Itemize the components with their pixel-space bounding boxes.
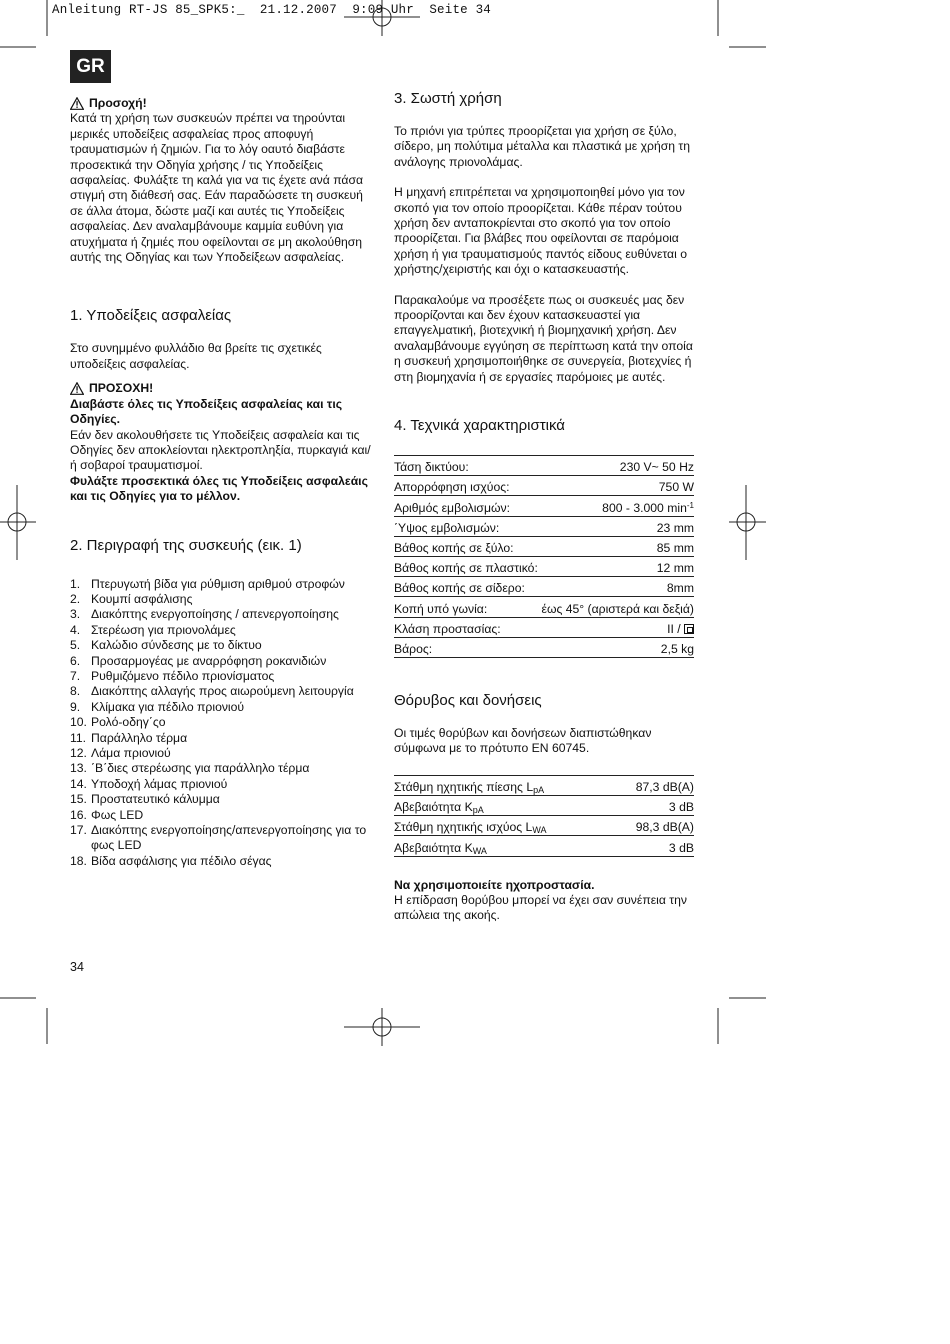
spec-label: Βάθος κοπής σε πλαστικό: xyxy=(394,557,540,577)
spec-row xyxy=(394,557,694,577)
parts-list-text: Προστατευτικό κάλυμμα xyxy=(91,792,220,807)
noise-value: 3 dB xyxy=(611,795,694,815)
warning-triangle-icon xyxy=(70,97,84,110)
noise-value: 98,3 dB(A) xyxy=(611,816,694,836)
language-badge: GR xyxy=(70,50,111,83)
parts-list-number: 6. xyxy=(70,653,81,668)
hearing-protection-text: Η επίδραση θορύβου μπορεί να έχει σαν συνέπεια την απώλεια της ακοής. xyxy=(394,892,687,923)
parts-list-item xyxy=(70,669,375,684)
noise-label-text: Αβεβαιότητα K xyxy=(394,840,473,855)
parts-list-item xyxy=(70,777,375,792)
parts-list-number: 12. xyxy=(70,746,87,760)
parts-list-text: Προσαρμογέας με αναρρόφηση ροκανιδιών xyxy=(91,653,327,668)
spec-row xyxy=(394,536,694,556)
parts-list xyxy=(70,577,375,870)
spec-label: Βάθος κοπής σε σίδερο: xyxy=(394,577,540,597)
parts-list-number: 14. xyxy=(70,776,87,791)
parts-list-number: 16. xyxy=(70,807,87,822)
spec-row xyxy=(394,637,694,657)
spec-value-text: 12 mm xyxy=(656,561,694,576)
section-1-title: 1. Υποδείξεις ασφαλείας xyxy=(70,307,232,325)
parts-list-number: 11. xyxy=(70,730,87,745)
spec-value xyxy=(540,617,694,637)
spec-row xyxy=(394,476,694,496)
spec-label: Κοπή υπό γωνία: xyxy=(394,597,540,617)
parts-list-item xyxy=(70,746,375,761)
warning-bold-read: Διαβάστε όλες τις Υποδείξεις ασφαλείας και τις Οδηγίες. xyxy=(70,396,343,427)
parts-list-item xyxy=(70,715,375,730)
parts-list-number: 3. xyxy=(70,607,81,622)
left-column xyxy=(70,96,375,869)
parts-list-item xyxy=(70,808,375,823)
spec-label: Βάθος κοπής σε ξύλο: xyxy=(394,536,540,556)
parts-list-item xyxy=(70,700,375,715)
parts-list-number: 18. xyxy=(70,853,87,868)
parts-list-number: 1. xyxy=(70,576,81,591)
spec-value xyxy=(540,496,694,516)
spec-row xyxy=(394,577,694,597)
noise-label-text: Στάθμη ηχητικής πίεσης L xyxy=(394,779,534,794)
technical-specs-table xyxy=(394,455,694,658)
spec-value-text: 750 W xyxy=(658,480,694,495)
parts-list-item xyxy=(70,792,375,807)
spec-value-text: έως 45° (αριστερά και δεξιά) xyxy=(541,601,694,616)
parts-list-text: Κλίμακα για πέδιλο πριονιού xyxy=(91,699,245,714)
noise-value: 87,3 dB(A) xyxy=(611,775,694,795)
parts-list-number: 7. xyxy=(70,668,81,683)
caution-title: Προσοχή! xyxy=(89,96,147,110)
section-3-paragraph-1: Το πριόνι για τρύπες προορίζεται για χρήση σε ξύλο, σίδερο, μη πολύτιμα μέταλλα και πλαστικά με χρήση τη ανάλογης πριονολάμας. xyxy=(394,124,691,169)
right-column xyxy=(394,90,696,924)
parts-list-text: Ρυθμιζόμενο πέδιλο πριονίσματος xyxy=(91,668,275,683)
hearing-protection-notice: Να χρησιμοποιείτε ηχοπροστασία. xyxy=(394,877,595,892)
section-1-text: Στο συνημμένο φυλλάδιο θα βρείτε τις σχετικές υποδείξεις ασφαλείας. xyxy=(70,341,322,371)
spec-value xyxy=(540,597,694,617)
noise-row xyxy=(394,836,694,856)
spec-value-text: 23 mm xyxy=(656,520,694,535)
noise-row xyxy=(394,795,694,815)
warning-bold-keep: Φυλάξτε προσεκτικά όλες τις Υποδείξεις ασφαλεάις και τις Οδηγίες για το μέλλον. xyxy=(70,473,368,504)
section-4-title: 4. Τεχνικά χαρακτηριστικά xyxy=(394,417,565,435)
noise-row xyxy=(394,775,694,795)
print-slug-header: Anleitung RT-JS 85_SPK5:_ 21.12.2007 9:09 Uhr Seite 34 xyxy=(52,3,491,17)
registration-crosshair-icon xyxy=(0,485,36,560)
noise-label-subscript: WA xyxy=(472,845,487,856)
spec-value-text: 800 - 3.000 min xyxy=(602,500,687,515)
parts-list-text: Παράλληλο τέρμα xyxy=(91,730,188,745)
caution-heading xyxy=(70,96,375,111)
spec-value xyxy=(540,516,694,536)
spec-label: ΄Υψος εμβολισμών: xyxy=(394,516,540,536)
parts-list-item xyxy=(70,731,375,746)
parts-list-number: 13. xyxy=(70,761,87,776)
registration-crosshair-icon xyxy=(344,1008,420,1046)
spec-value xyxy=(540,637,694,657)
spec-row xyxy=(394,617,694,637)
parts-list-number: 10. xyxy=(70,715,87,730)
parts-list-number: 17. xyxy=(70,823,87,838)
parts-list-number: 15. xyxy=(70,792,87,807)
section-3-paragraph-3: Παρακαλούμε να προσέξετε πως οι συσκευές μας δεν προορίζονται και δεν έχουν κατασκευαστεί για επαγγελματική, βιοτεχνική ή βιομηχανική χρήση. Δεν αναλαμβάνουμε εγγύηση σε περίπτωση κατά την οποία η συσκευή χρησιμοποιήθηκε σε συνεργεία, βιοτεχνίες ή στη βιομηχανία ή σε εργασίες παρόμοιες με αυτές. xyxy=(394,292,693,384)
parts-list-text: Διακόπτης αλλαγής προς αιωρούμενη λειτουργία xyxy=(91,684,354,699)
parts-list-item xyxy=(70,823,375,854)
parts-list-number: 2. xyxy=(70,591,81,606)
parts-list-text: Καλώδιο σύνδεσης με το δίκτυο xyxy=(91,638,262,653)
spec-value-text: II / xyxy=(667,621,684,636)
spec-label: Απορρόφηση ισχύος: xyxy=(394,476,540,496)
parts-list-item xyxy=(70,638,375,653)
page-number: 34 xyxy=(70,960,84,974)
parts-list-item xyxy=(70,854,375,869)
registration-crosshair-icon xyxy=(729,485,766,560)
spec-value-text: 85 mm xyxy=(656,541,694,556)
spec-value xyxy=(540,536,694,556)
noise-value: 3 dB xyxy=(611,836,694,856)
parts-list-text: Διακόπτης ενεργοποίησης / απενεργοποίησης xyxy=(91,607,339,622)
noise-label xyxy=(394,836,611,856)
parts-list-item xyxy=(70,623,375,638)
parts-list-text: Πτερυγωτή βίδα για ρύθμιση αριθμού στροφών xyxy=(91,576,345,591)
parts-list-text: Ρολό-οδηγ΄ςο xyxy=(91,715,166,730)
parts-list-text: Λάμα πριονιού xyxy=(91,746,171,760)
parts-list-text: Φως LED xyxy=(91,807,144,822)
spec-row xyxy=(394,597,694,617)
warning-title: ΠΡΟΣΟΧΗ! xyxy=(89,381,154,396)
parts-list-number: 5. xyxy=(70,638,81,653)
spec-value xyxy=(540,577,694,597)
noise-title: Θόρυβος και δονήσεις xyxy=(394,691,542,709)
noise-text: Οι τιμές θορύβων και δονήσεων διαπιστώθηκαν σύμφωνα με το πρότυπο EN 60745. xyxy=(394,725,652,756)
noise-label xyxy=(394,775,611,795)
spec-label: Κλάση προστασίας: xyxy=(394,617,540,637)
spec-label: Τάση δικτύου: xyxy=(394,456,540,476)
parts-list-item xyxy=(70,577,375,592)
spec-label: Βάρος: xyxy=(394,637,540,657)
spec-value xyxy=(540,456,694,476)
spec-value-text: 8mm xyxy=(666,581,694,596)
parts-list-text: Διακόπτης ενεργοποίησης/απενεργοποίησης για το φως LED xyxy=(91,823,367,853)
parts-list-item xyxy=(70,761,375,776)
parts-list-number: 4. xyxy=(70,622,81,637)
spec-value-text: 2,5 kg xyxy=(660,641,694,656)
parts-list-item xyxy=(70,592,375,607)
noise-label-subscript: pA xyxy=(472,805,484,816)
parts-list-text: Υποδοχή λάμας πριονιού xyxy=(91,776,228,791)
protection-class-ii-icon xyxy=(684,624,694,634)
warning-triangle-icon xyxy=(70,382,84,395)
spec-row xyxy=(394,496,694,516)
section-2-title: 2. Περιγραφή της συσκευής (εικ. 1) xyxy=(70,536,302,554)
section-3-title: 3. Σωστή χρήση xyxy=(394,90,502,107)
spec-value xyxy=(540,476,694,496)
parts-list-text: Στερέωση για πριονολάμες xyxy=(91,622,236,637)
noise-label xyxy=(394,795,611,815)
parts-list-number: 8. xyxy=(70,684,81,699)
spec-value-exponent: -1 xyxy=(686,500,694,510)
spec-row xyxy=(394,516,694,536)
spec-value xyxy=(540,557,694,577)
warning-heading xyxy=(70,381,375,396)
parts-list-item xyxy=(70,684,375,699)
parts-list-item xyxy=(70,654,375,669)
noise-label xyxy=(394,816,611,836)
noise-row xyxy=(394,816,694,836)
spec-value-text: 230 V~ 50 Hz xyxy=(619,460,694,475)
section-3-paragraph-2: Η μηχανή επιτρέπεται να χρησιμοποιηθεί μόνο για τον σκοπό για τον οποίο προορίζεται. Κάθε πέραν τούτου χρήση δεν ανταποκρίενται στο σκοπό για τον οποίο προορίζεται. Για βλάβες που οφείλονται σε παρόμοια χρήση ή για τραυματισμούς παντός είδους ευθύνεται ο χρήστης/χειριστής και όχι ο κατασκευαστής. xyxy=(394,185,687,277)
caution-text: Κατά τη χρήση των συσκευών πρέπει να τηρoύνται μερικές υποδείξεις ασφαλείας προς αποφυγή τραυματισμών ή ζημιών. Για το λόγ oαυτό διαβάστε προσεκτικά την Οδηγία χρήσης / τις Υποδείξεις ασφαλείας. Φυλάξτε τη καλά για να τις έχετε ανά πάσα στιγμή στη διάθεσή σας. Εάν παραδώσετε τη συσκευή σε άλλα άτομα, δώστε μαζί και αυτές τις Υποδείξεις ασφαλείας. Δεν αναλαμβάνουμε καμμία ευθύνη για ατυχήματα ή ζημιές που οφείλονται σε μη ακολούθηση αυτής της Οδηγίας και των Υποδείξεων ασφαλείας. xyxy=(70,111,364,265)
noise-label-text: Στάθμη ηχητικής ισχύος L xyxy=(394,820,533,835)
parts-list-number: 9. xyxy=(70,699,81,714)
noise-label-subscript: WA xyxy=(532,825,547,836)
spec-row xyxy=(394,456,694,476)
parts-list-text: Βίδα ασφάλισης για πέδιλο σέγας xyxy=(91,853,272,868)
warning-text: Εάν δεν ακολουθήσετε τις Υποδείξεις ασφαλεία και τις Οδηγίες δεν αποκλείονται ηλεκτροπληξία, πυρκαγιά και/ή σοβαροί τραυματισμοί. xyxy=(70,427,371,473)
noise-label-text: Αβεβαιότητα K xyxy=(394,800,473,815)
parts-list-text: Κουμπί ασφάλισης xyxy=(91,591,193,606)
parts-list-text: ΄Β΄διες στερέωσης για παράλληλο τέρμα xyxy=(91,761,310,776)
spec-label: Αριθμός εμβολισμών: xyxy=(394,496,540,516)
parts-list-item xyxy=(70,607,375,622)
noise-values-table xyxy=(394,775,694,857)
noise-label-subscript: pA xyxy=(533,784,545,795)
